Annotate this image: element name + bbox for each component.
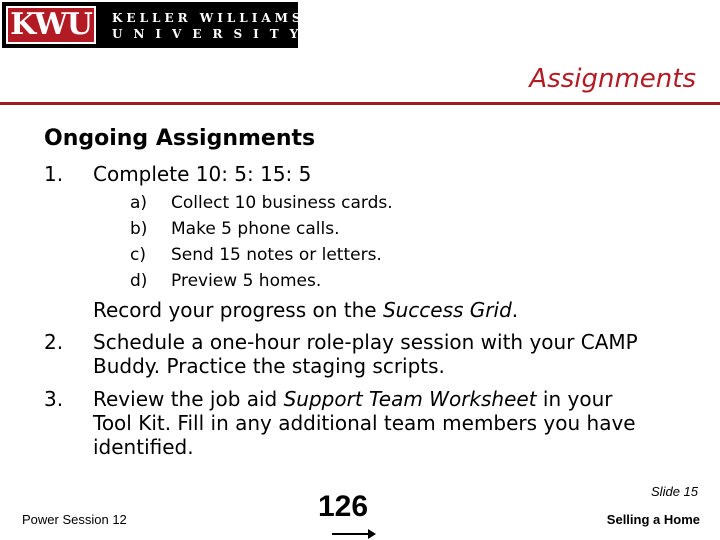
logo-mark: KWU — [6, 6, 96, 44]
kwu-logo — [2, 2, 310, 48]
subitem-text-c: Send 15 notes or letters. — [171, 245, 382, 265]
support-team-worksheet-title: Support Team Worksheet — [283, 387, 537, 411]
title-divider — [0, 102, 720, 105]
footer-module: Selling a Home — [606, 512, 700, 527]
section-heading: Ongoing Assignments — [44, 126, 316, 151]
item-number-3: 3. — [44, 387, 64, 411]
footer-session: Power Session 12 — [22, 512, 127, 527]
subitem-letter-d: d) — [130, 271, 148, 291]
logo-line-1: KELLER WILLIAMS — [112, 11, 305, 25]
slide-number: Slide 15 — [651, 484, 698, 499]
subitem-text-d: Preview 5 homes. — [171, 271, 322, 291]
slide-title: Assignments — [529, 64, 696, 94]
item-text-2: Schedule a one-hour role-play session with your CAMP Buddy. Practice the staging scripts. — [93, 330, 638, 378]
logo-line-2: UNIVERSITY — [112, 27, 310, 41]
success-grid-title: Success Grid — [382, 298, 512, 322]
subitem-text-b: Make 5 phone calls. — [171, 219, 340, 239]
item-number-2: 2. — [44, 330, 64, 354]
arrow-right-icon — [332, 528, 376, 540]
item-text-1: Complete 10: 5: 15: 5 — [93, 162, 312, 186]
subitem-letter-a: a) — [130, 193, 148, 213]
subitem-text-a: Collect 10 business cards. — [171, 193, 393, 213]
page-number: 126 — [318, 490, 369, 523]
item-number-1: 1. — [44, 162, 64, 186]
record-progress-text: Record your progress on the Success Grid. — [93, 298, 519, 322]
subitem-letter-c: c) — [130, 245, 146, 265]
item-text-3: Review the job aid Support Team Worksheet in your Tool Kit. Fill in any additional team members you have identified. — [93, 387, 636, 459]
subitem-letter-b: b) — [130, 219, 148, 239]
